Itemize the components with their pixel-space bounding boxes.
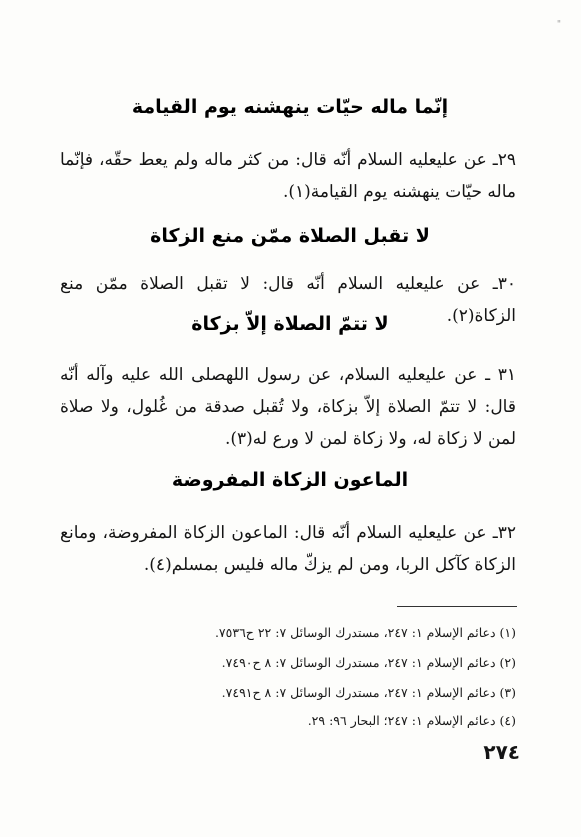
hadith-32: ٣٢ـ عن عليعليه السلام أنّه قال: الماعون الزكاة المفروضة، ومانع الزكاة كآكل الربا، ومن لم يزكّ ماله فليس بمسلم(٤). bbox=[60, 523, 516, 575]
heading-wealth-serpents: إنّما ماله حيّات ينهشنه يوم القيامة bbox=[131, 96, 449, 118]
footnote-separator bbox=[397, 606, 517, 607]
page-number: ٢٧٤ bbox=[483, 740, 520, 764]
heading-prayer-incomplete: لا تتمّ الصلاة إلاّ بزكاة bbox=[191, 313, 389, 335]
footnote-2: (٢) دعائم الإسلام ١: ٢٤٧، مستدرك الوسائل ٧: ٨ ح٧٤٩٠. bbox=[221, 655, 516, 670]
hadith-29: ٢٩ـ عن عليعليه السلام أنّه قال: من كثر ماله ولم يعط حقّه، فإنّما ماله حيّات ينهشنه يوم القيامة(١). bbox=[60, 150, 516, 202]
hadith-31: ٣١ ـ عن عليعليه السلام، عن رسول اللهصلى الله عليه وآله أنّه قال: لا تتمّ الصلاة إلاّ بزكاة، ولا تُقبل صدقة من غُلول، ولا صلاة لمن لا زكاة له، ولا زكاة لمن لا ورع له(٣). bbox=[60, 365, 516, 449]
footnote-1: (١) دعائم الإسلام ١: ٢٤٧، مستدرك الوسائل ٧: ٢٢ ح٧٥٣٦. bbox=[214, 625, 516, 640]
footnote-3: (٣) دعائم الإسلام ١: ٢٤٧، مستدرك الوسائل ٧: ٨ ح٧٤٩١. bbox=[221, 685, 516, 700]
hadith-30: ٣٠ـ عن عليعليه السلام أنّه قال: لا تقبل الصلاة ممّن منع الزكاة(٢). bbox=[60, 274, 516, 326]
heading-maun-obligatory-zakat: الماعون الزكاة المفروضة bbox=[171, 469, 409, 491]
footnote-4: (٤) دعائم الإسلام ١: ٢٤٧؛ البحار ٩٦: ٢٩. bbox=[307, 713, 516, 728]
heading-prayer-not-accepted: لا تقبل الصلاة ممّن منع الزكاة bbox=[150, 225, 430, 247]
corner-mark: " bbox=[556, 20, 561, 30]
